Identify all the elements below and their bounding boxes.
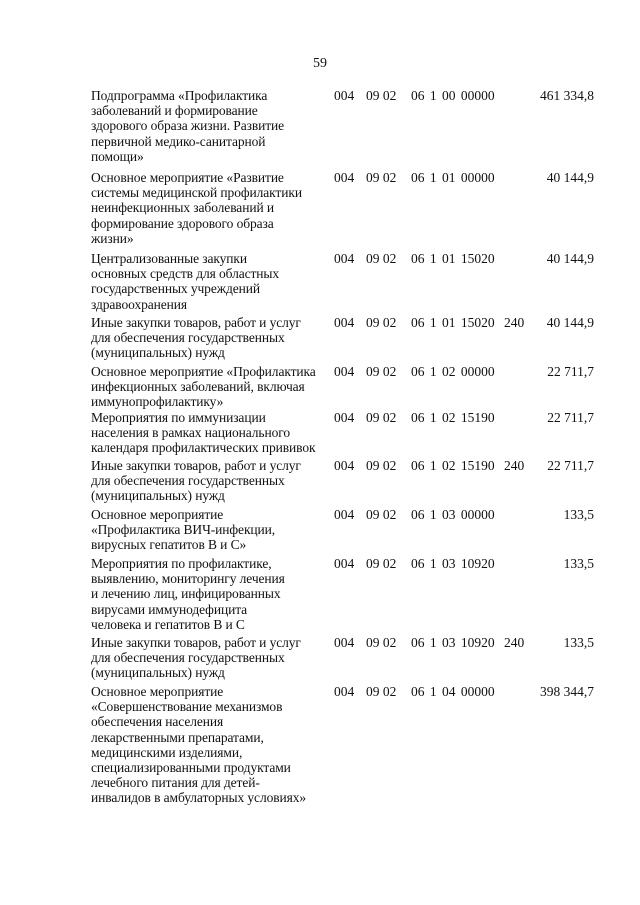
expense-type-code: 240 xyxy=(504,458,525,473)
row-name: Основное мероприятие «Профилактика ВИЧ-инфекции, вирусных гепатитов В и С» xyxy=(91,507,276,553)
ministry-code: 004 xyxy=(334,635,355,650)
ministry-code: 004 xyxy=(334,556,355,571)
amount: 22 711,7 xyxy=(547,458,594,473)
section-code: 09 02 xyxy=(366,170,397,185)
section-code: 09 02 xyxy=(366,315,397,330)
amount: 133,5 xyxy=(563,507,594,522)
amount: 133,5 xyxy=(563,556,594,571)
page-number: 59 xyxy=(313,56,327,71)
ministry-code: 004 xyxy=(334,170,355,185)
amount: 40 144,9 xyxy=(546,251,594,266)
target-article-code: 06 1 01 15020 xyxy=(411,251,495,266)
amount: 461 334,8 xyxy=(540,88,594,103)
ministry-code: 004 xyxy=(334,507,355,522)
target-article-code: 06 1 03 10920 xyxy=(411,556,495,571)
amount: 398 344,7 xyxy=(540,684,594,699)
section-code: 09 02 xyxy=(366,635,397,650)
row-name: Иные закупки товаров, работ и услуг для обеспечения государственных (муниципальных) нужд xyxy=(91,635,301,681)
expense-type-code: 240 xyxy=(504,635,525,650)
amount: 40 144,9 xyxy=(546,170,594,185)
section-code: 09 02 xyxy=(366,410,397,425)
amount: 133,5 xyxy=(563,635,594,650)
row-name: Мероприятия по профилактике, выявлению, мониторингу лечения и лечению лиц, инфицированных вирусами иммунодефицита человека и гепатитов В и С xyxy=(91,556,285,632)
ministry-code: 004 xyxy=(334,251,355,266)
amount: 40 144,9 xyxy=(546,315,594,330)
section-code: 09 02 xyxy=(366,507,397,522)
target-article-code: 06 1 02 15190 xyxy=(411,410,495,425)
row-name: Иные закупки товаров, работ и услуг для обеспечения государственных (муниципальных) нужд xyxy=(91,315,301,361)
row-name: Централизованные закупки основных средств для областных государственных учреждений здравоохранения xyxy=(91,251,280,312)
section-code: 09 02 xyxy=(366,364,397,379)
row-name: Основное мероприятие «Совершенствование механизмов обеспечения населения лекарственными препаратами, медицинскими изделиями, специализированными продуктами лечебного питания для детей- инвалидов в амбулаторных условиях» xyxy=(91,684,307,806)
section-code: 09 02 xyxy=(366,88,397,103)
target-article-code: 06 1 04 00000 xyxy=(411,684,495,699)
section-code: 09 02 xyxy=(366,251,397,266)
row-name: Иные закупки товаров, работ и услуг для обеспечения государственных (муниципальных) нужд xyxy=(91,458,301,504)
target-article-code: 06 1 03 00000 xyxy=(411,507,495,522)
section-code: 09 02 xyxy=(366,556,397,571)
row-name: Подпрограмма «Профилактика заболеваний и формирование здорового образа жизни. Развитие первичной медико-санитарной помощи» xyxy=(91,88,285,164)
row-name: Основное мероприятие «Развитие системы медицинской профилактики неинфекционных заболеваний и формирование здорового образа жизни» xyxy=(91,170,302,246)
row-name: Основное мероприятие «Профилактика инфекционных заболеваний, включая иммунопрофилактику» xyxy=(91,364,316,410)
target-article-code: 06 1 02 15190 xyxy=(411,458,495,473)
ministry-code: 004 xyxy=(334,458,355,473)
target-article-code: 06 1 03 10920 xyxy=(411,635,495,650)
ministry-code: 004 xyxy=(334,684,355,699)
amount: 22 711,7 xyxy=(547,410,594,425)
row-name: Мероприятия по иммунизации населения в рамках национального календаря профилактических прививок xyxy=(91,410,316,456)
target-article-code: 06 1 01 15020 xyxy=(411,315,495,330)
ministry-code: 004 xyxy=(334,364,355,379)
expense-type-code: 240 xyxy=(504,315,525,330)
ministry-code: 004 xyxy=(334,410,355,425)
ministry-code: 004 xyxy=(334,88,355,103)
section-code: 09 02 xyxy=(366,684,397,699)
ministry-code: 004 xyxy=(334,315,355,330)
section-code: 09 02 xyxy=(366,458,397,473)
amount: 22 711,7 xyxy=(547,364,594,379)
target-article-code: 06 1 00 00000 xyxy=(411,88,495,103)
target-article-code: 06 1 01 00000 xyxy=(411,170,495,185)
target-article-code: 06 1 02 00000 xyxy=(411,364,495,379)
